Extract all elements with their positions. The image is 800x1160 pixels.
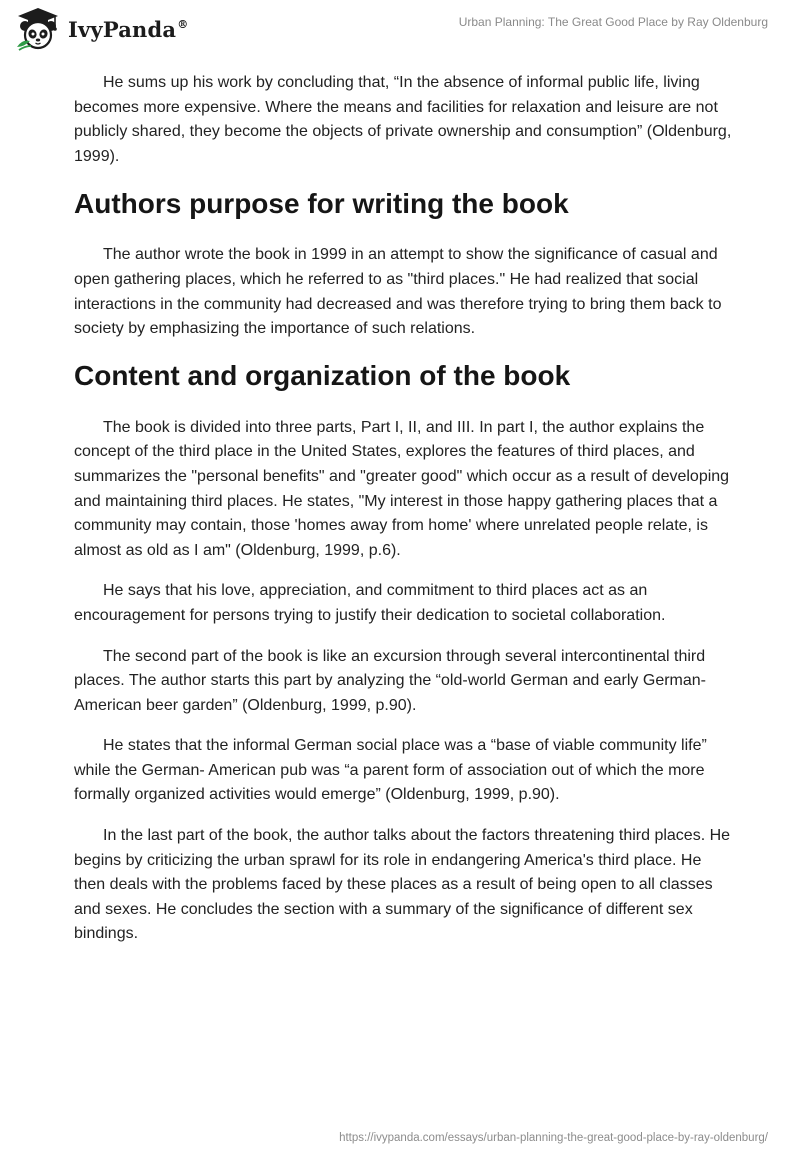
page-header [0, 0, 800, 60]
brand-name [68, 17, 188, 42]
section-heading-content: Content and organization of the book [74, 359, 571, 391]
section-heading-purpose: Authors purpose for writing the book [74, 188, 569, 220]
paragraph: The author wrote the book in 1999 in an attempt to show the significance of casual and open gathering places, which he referred to as "third places." He had realized that social interactions in the community had decreased and was therefore trying to bring them back to society by emphasizing the importance of such relations. [74, 246, 722, 338]
paragraph: The second part of the book is like an excursion through several intercontinental third places. The author starts this part by analyzing the “old-world German and early German-American beer garden” (Oldenburg, 1999, p.90). [74, 647, 706, 714]
paragraph: He says that his love, appreciation, and commitment to third places act as an encouragement for persons trying to justify their dedication to societal collaboration. [74, 582, 666, 624]
essay-body [74, 71, 734, 963]
paragraph: The book is divided into three parts, Part I, II, and III. In part I, the author explains the concept of the third place in the United States, explores the features of third places, and summarizes the "personal benefits" and "greater good" which occur as a result of developing and maintaining third places. He states, "My interest in those happy gathering places that a community may contain, those 'homes away from home' where unrelated people relate, is almost as old as I am" (Oldenburg, 1999, p.6). [74, 418, 730, 559]
document-title: Urban Planning: The Great Good Place by Ray Oldenburg [458, 15, 768, 29]
panda-graduate-icon [14, 6, 62, 52]
paragraph: In the last part of the book, the author talks about the factors threatening third places. He begins by criticizing the urban sprawl for its role in endangering America's third place. He then deals with the problems faced by these places as a result of being open to all classes and sexes. He concludes the section with a summary of the significance of different sex bindings. [74, 827, 731, 943]
intro-paragraph: He sums up his work by concluding that, “In the absence of informal public life, living becomes more expensive. Where the means and facilities for relaxation and leisure are not publicly shared, they become the objects of private ownership and consumption” (Oldenburg, 1999). [74, 74, 732, 165]
source-url-link[interactable]: https://ivypanda.com/essays/urban-planning-the-great-good-place-by-ray-oldenburg/ [339, 1132, 768, 1144]
ivypanda-logo[interactable] [14, 6, 188, 52]
registered-mark: ® [177, 17, 189, 31]
paragraph: He states that the informal German social place was a “base of viable community life” while the German- American pub was “a parent form of association out of which the more formally organized activities would emerge” (Oldenburg, 1999, p.90). [74, 737, 707, 804]
brand-text: IvyPanda [68, 16, 177, 42]
